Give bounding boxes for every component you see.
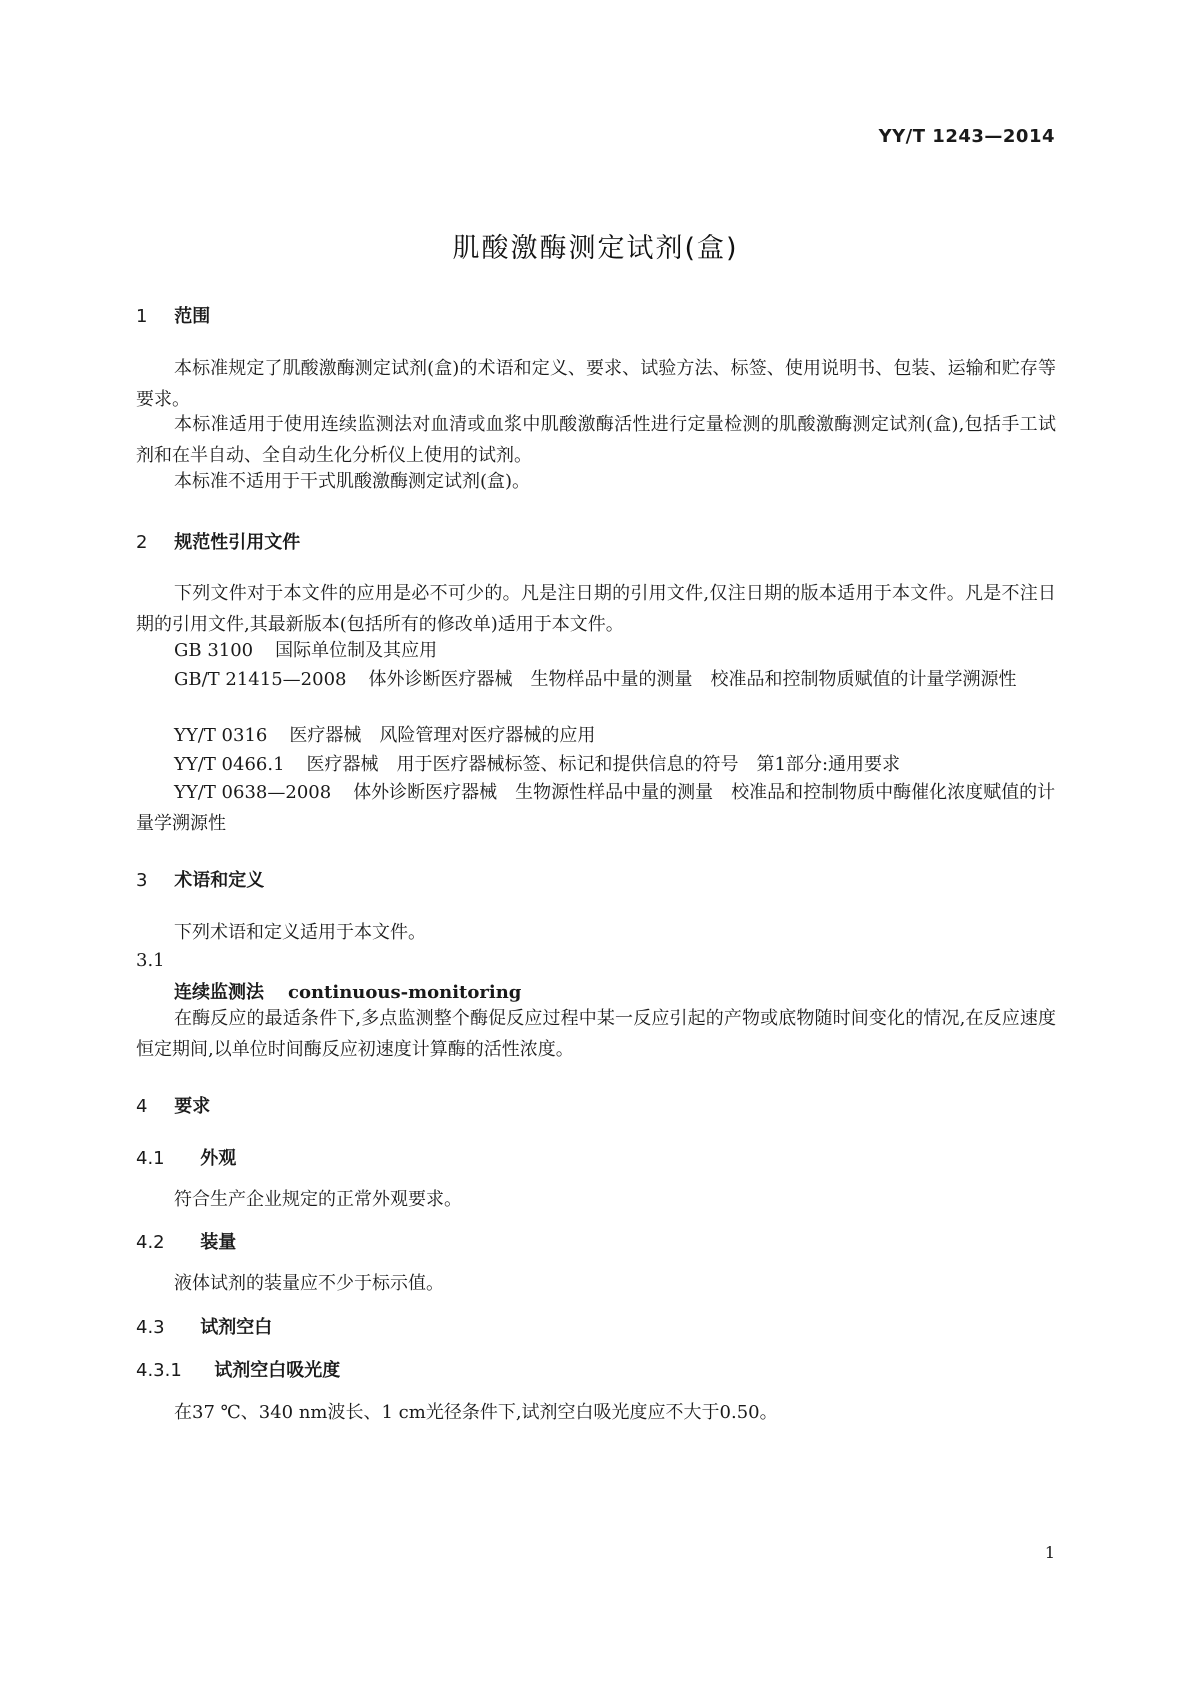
term-number: 3.1	[136, 950, 165, 971]
reference-code: YY/T 0316	[174, 725, 268, 746]
section-number: 2	[136, 532, 148, 553]
section-number: 4.1	[136, 1148, 165, 1169]
section-title: 要求	[174, 1096, 211, 1117]
reference-item	[136, 635, 1056, 666]
section-number: 4.3.1	[136, 1360, 182, 1381]
page-number: 1	[1044, 1543, 1055, 1562]
subsection-4-1-heading	[136, 1144, 236, 1170]
section-number: 4.3	[136, 1317, 165, 1338]
term-entry	[174, 978, 521, 1004]
document-title: 肌酸激酶测定试剂(盒)	[452, 233, 739, 264]
paragraph: 在37 ℃、340 nm波长、1 cm光径条件下,试剂空白吸光度应不大于0.50。	[174, 1402, 778, 1423]
section-number: 4.2	[136, 1232, 165, 1253]
section-title: 装量	[200, 1232, 237, 1253]
reference-title: 国际单位制及其应用	[275, 640, 438, 661]
section-number: 3	[136, 870, 148, 891]
paragraph: 本标准不适用于干式肌酸激酶测定试剂(盒)。	[174, 471, 531, 492]
reference-code: YY/T 0466.1	[174, 754, 285, 775]
section-1-heading	[136, 302, 210, 328]
paragraph: 符合生产企业规定的正常外观要求。	[174, 1189, 462, 1210]
section-number: 1	[136, 306, 148, 327]
subsection-4-2-heading	[136, 1228, 236, 1254]
section-number: 4	[136, 1096, 148, 1117]
reference-item	[136, 777, 1056, 839]
paragraph: 下列文件对于本文件的应用是必不可少的。凡是注日期的引用文件,仅注日期的版本适用于本文件。凡是不注日期的引用文件,其最新版本(包括所有的修改单)适用于本文件。	[136, 583, 1056, 635]
reference-item	[136, 664, 1056, 695]
section-4-heading	[136, 1092, 210, 1118]
section-title: 范围	[174, 306, 211, 327]
term-chinese: 连续监测法	[174, 982, 264, 1003]
reference-title: 医疗器械 用于医疗器械标签、标记和提供信息的符号 第1部分:通用要求	[306, 754, 901, 775]
section-title: 试剂空白吸光度	[214, 1360, 341, 1381]
section-2-heading	[136, 528, 300, 554]
paragraph: 液体试剂的装量应不少于标示值。	[174, 1273, 444, 1294]
reference-title: 医疗器械 风险管理对医疗器械的应用	[289, 725, 596, 746]
term-definition: 在酶反应的最适条件下,多点监测整个酶促反应过程中某一反应引起的产物或底物随时间变化的情况,在反应速度恒定期间,以单位时间酶反应初速度计算酶的活性浓度。	[136, 1008, 1056, 1060]
reference-item	[136, 749, 1056, 780]
section-title: 外观	[200, 1148, 237, 1169]
reference-title: 体外诊断医疗器械 生物源性样品中量的测量 校准品和控制物质中酶催化浓度赋值的计量学溯源性	[136, 782, 1056, 834]
subsection-4-3-heading	[136, 1313, 272, 1339]
section-3-heading	[136, 866, 264, 892]
reference-code: GB/T 21415—2008	[174, 669, 347, 690]
reference-code: GB 3100	[174, 640, 254, 661]
reference-title: 体外诊断医疗器械 生物样品中量的测量 校准品和控制物质赋值的计量学溯源性	[368, 669, 1017, 690]
section-title: 规范性引用文件	[174, 532, 301, 553]
reference-code: YY/T 0638—2008	[174, 782, 332, 803]
term-english: continuous-monitoring	[288, 982, 522, 1003]
paragraph: 本标准适用于使用连续监测法对血清或血浆中肌酸激酶活性进行定量检测的肌酸激酶测定试剂(盒),包括手工试剂和在半自动、全自动生化分析仪上使用的试剂。	[136, 414, 1056, 466]
standard-code: YY/T 1243—2014	[878, 126, 1055, 147]
section-title: 试剂空白	[200, 1317, 273, 1338]
paragraph: 本标准规定了肌酸激酶测定试剂(盒)的术语和定义、要求、试验方法、标签、使用说明书、包装、运输和贮存等要求。	[136, 358, 1056, 410]
subsection-4-3-1-heading	[136, 1356, 340, 1382]
reference-item	[136, 720, 1056, 751]
section-title: 术语和定义	[174, 870, 265, 891]
paragraph: 下列术语和定义适用于本文件。	[174, 922, 426, 943]
